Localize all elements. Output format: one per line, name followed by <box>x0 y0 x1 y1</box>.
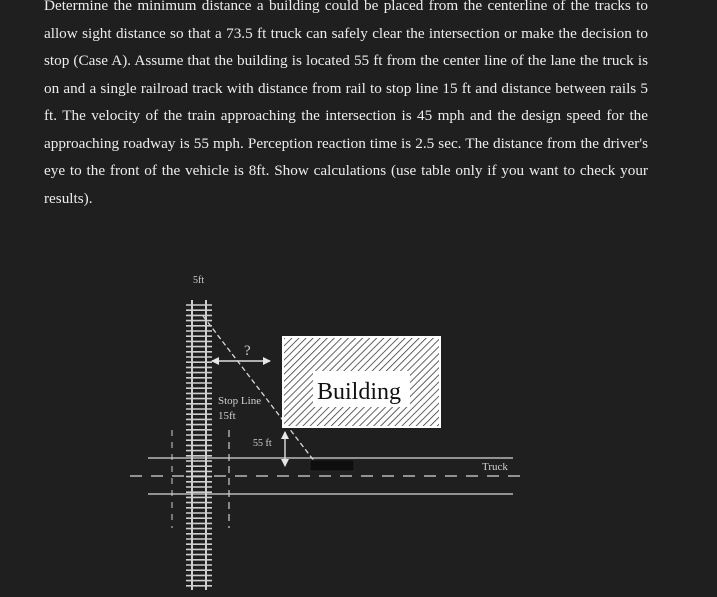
problem-statement: Determine the minimum distance a building could be placed from the centerline of the tracks to allow sight distance so that a 73.5 ft truck can safely clear the intersection or make the decision to stop (Case A). Assume that the building is located 55 ft from the center line of the lane the truck is on and a single railroad track with distance from rail to stop line 15 ft and distance between rails 5 ft. The velocity of the train approaching the intersection is 45 mph and the design speed for the approaching roadway is 55 mph. Perception reaction time is 2.5 sec. The distance from the driver's eye to the front of the vehicle is 8ft. Show calculations (use table only if you want to check your results). <box>44 0 648 207</box>
unknown-distance-label: ? <box>244 343 251 359</box>
truck-label: Truck <box>482 461 508 473</box>
railroad-track <box>186 300 212 590</box>
building <box>283 337 440 427</box>
rail-ties <box>186 305 212 586</box>
stop-line-distance-label: 15ft <box>218 410 236 422</box>
building-label: Building <box>317 379 402 405</box>
truck <box>310 460 354 471</box>
rail-spacing-label: 5ft <box>193 275 205 286</box>
stop-line-label: Stop Line <box>218 395 262 407</box>
building-offset-label: 55 ft <box>253 438 272 449</box>
